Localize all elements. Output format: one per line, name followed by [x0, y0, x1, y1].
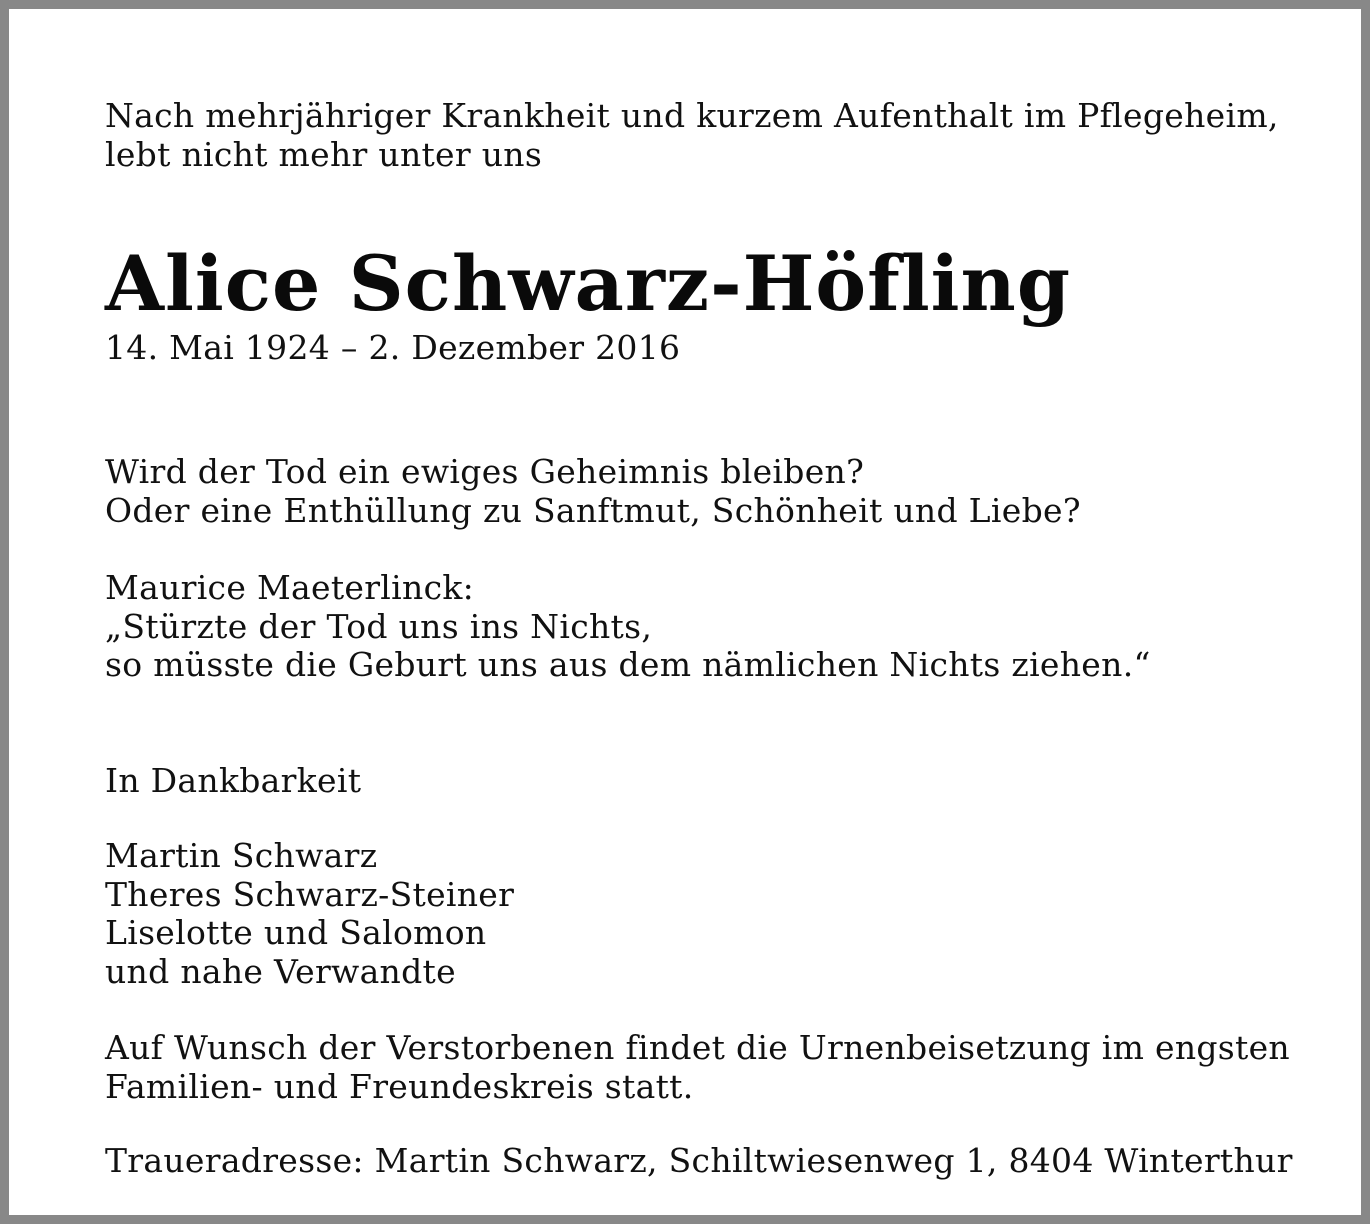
signatories-list — [105, 837, 1325, 991]
quote-author: Maurice Maeterlinck: — [105, 568, 475, 607]
question-text — [105, 453, 1325, 530]
quote-line: „Stürzte der Tod uns ins Nichts, — [105, 606, 653, 646]
signatory: Theres Schwarz-Steiner — [105, 874, 515, 914]
signatory: Martin Schwarz — [105, 836, 378, 875]
quote-line: so müsste die Geburt uns aus dem nämlichen Nichts ziehen.“ — [105, 645, 1151, 684]
closing-line: In Dankbarkeit — [105, 760, 362, 800]
intro-line: Nach mehrjähriger Krankheit und kurzem Aufenthalt im Pflegeheim, — [105, 96, 1279, 135]
closing-text — [105, 762, 1325, 801]
quote-block — [105, 569, 1325, 685]
intro-text — [105, 97, 1325, 174]
notice-line: Auf Wunsch der Verstorbenen findet die Urnenbeisetzung im engsten — [105, 1028, 1290, 1067]
notice-line: Familien- und Freundeskreis statt. — [105, 1066, 694, 1106]
signatory: und nahe Verwandte — [105, 951, 456, 991]
obituary-content — [105, 97, 1325, 1181]
signatory: Liselotte und Salomon — [105, 913, 487, 952]
burial-notice — [105, 1029, 1325, 1106]
mourning-address — [105, 1142, 1325, 1181]
question-line: Oder eine Enthüllung zu Sanftmut, Schönheit und Liebe? — [105, 490, 1081, 530]
deceased-name: Alice Schwarz-Höfling — [105, 239, 1071, 328]
question-line: Wird der Tod ein ewiges Geheimnis bleiben? — [105, 452, 865, 491]
life-dates: 14. Mai 1924 – 2. Dezember 2016 — [105, 328, 681, 367]
address-line: Traueradresse: Martin Schwarz, Schiltwiesenweg 1, 8404 Winterthur — [105, 1141, 1293, 1180]
intro-line: lebt nicht mehr unter uns — [105, 134, 543, 174]
